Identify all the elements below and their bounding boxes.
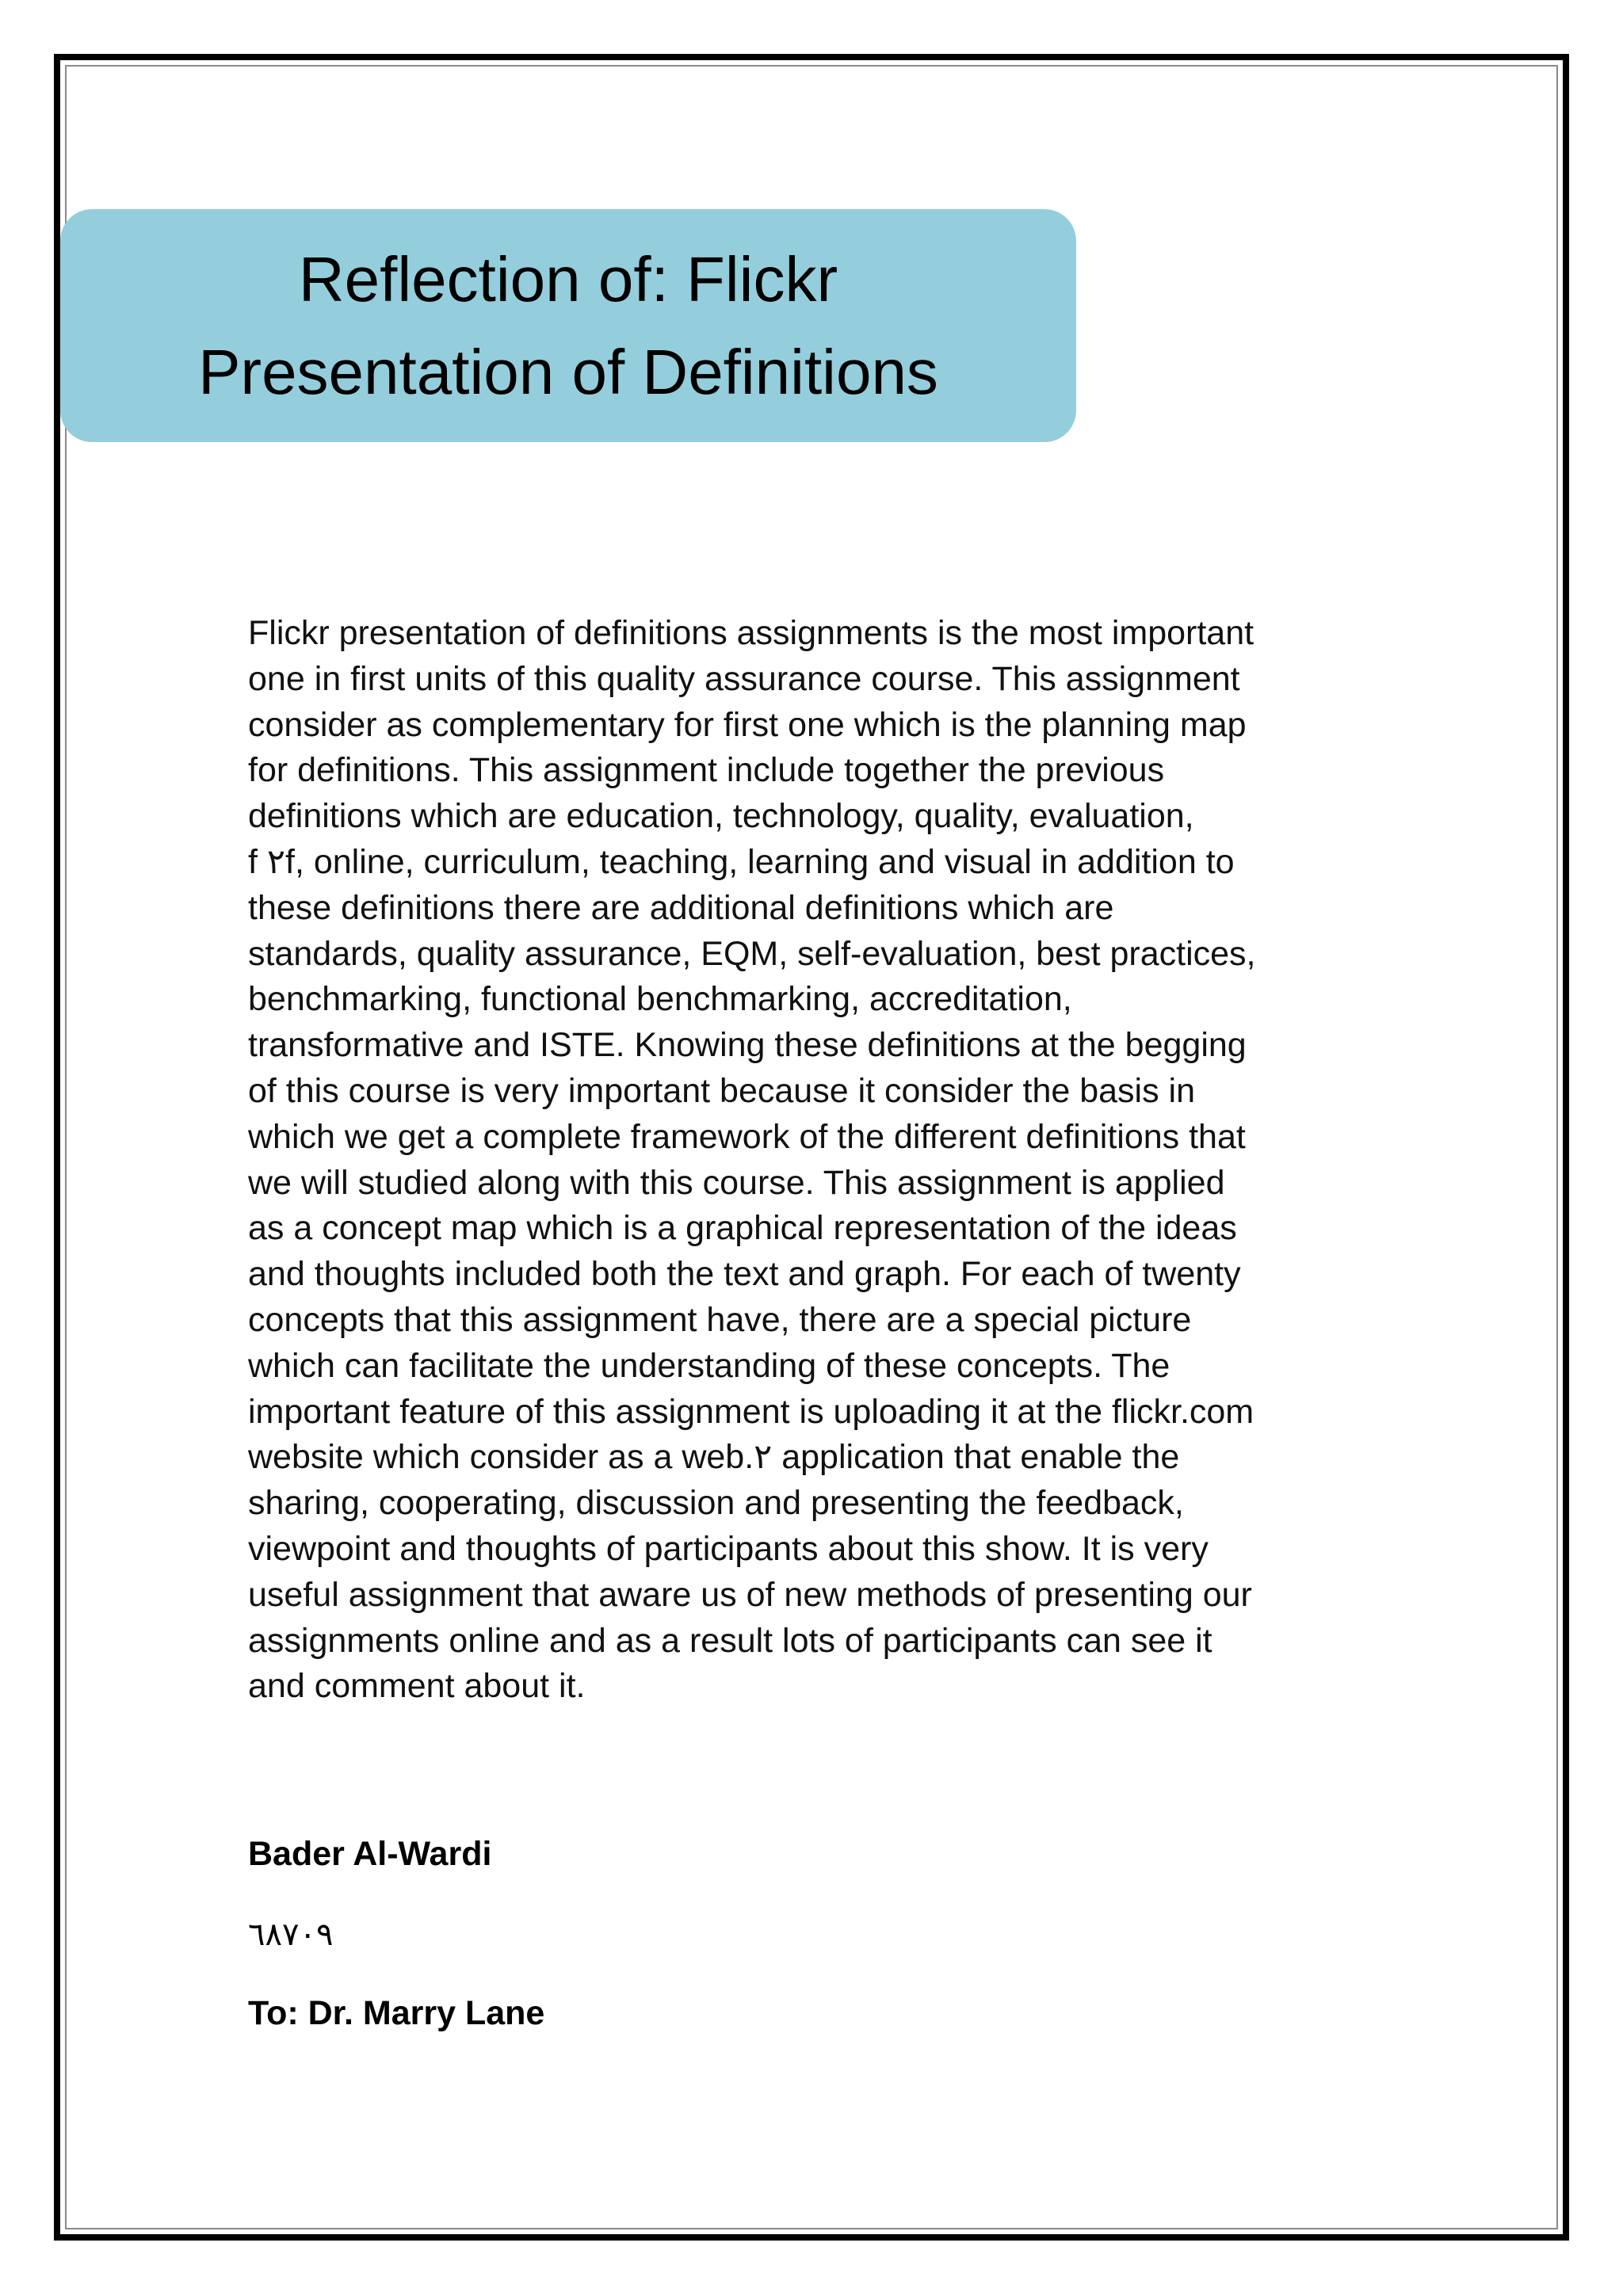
- paragraph-line: of this course is very important because it consider the basis in: [248, 1071, 1196, 1110]
- title-line-1: Reflection of: Flickr: [298, 244, 838, 315]
- paragraph-line: assignments online and as a result lots of participants can see it: [248, 1621, 1212, 1660]
- paragraph-line: transformative and ISTE. Knowing these definitions at the begging: [248, 1026, 1247, 1065]
- page-title: [60, 233, 1076, 418]
- title-banner: [60, 209, 1076, 442]
- paragraph-line: for definitions. This assignment include together the previous: [248, 751, 1165, 790]
- paragraph-line: consider as complementary for first one which is the planning map: [248, 705, 1247, 744]
- paragraph-line: concepts that this assignment have, there are a special picture: [248, 1300, 1192, 1339]
- paragraph-line: sharing, cooperating, discussion and presenting the feedback,: [248, 1484, 1184, 1523]
- paragraph-line: and thoughts included both the text and graph. For each of twenty: [248, 1255, 1241, 1294]
- reflection-paragraph: [248, 611, 1421, 1710]
- paragraph-line: important feature of this assignment is uploading it at the flickr.com: [248, 1392, 1254, 1431]
- paragraph-line: and comment about it.: [248, 1667, 586, 1706]
- paragraph-line: these definitions there are additional definitions which are: [248, 888, 1114, 927]
- paragraph-line: website which consider as a web.٢ application that enable the: [248, 1438, 1180, 1477]
- paragraph-line: we will studied along with this course. This assignment is applied: [248, 1163, 1225, 1202]
- paragraph-line: as a concept map which is a graphical representation of the ideas: [248, 1209, 1237, 1248]
- paragraph-line: viewpoint and thoughts of participants about this show. It is very: [248, 1529, 1209, 1568]
- paragraph-line: benchmarking, functional benchmarking, accreditation,: [248, 980, 1072, 1019]
- paragraph-line: which can facilitate the understanding of these concepts. The: [248, 1346, 1170, 1385]
- paragraph-line: definitions which are education, technology, quality, evaluation,: [248, 797, 1194, 836]
- paragraph-line: which we get a complete framework of the different definitions that: [248, 1117, 1246, 1156]
- paragraph-line: Flickr presentation of definitions assignments is the most important: [248, 614, 1254, 652]
- paragraph-line: f ٢f, online, curriculum, teaching, learning and visual in addition to: [248, 842, 1235, 881]
- paragraph-line: useful assignment that aware us of new methods of presenting our: [248, 1575, 1252, 1614]
- author-name: Bader Al-Wardi: [248, 1835, 492, 1873]
- paragraph-line: one in first units of this quality assurance course. This assignment: [248, 659, 1240, 698]
- paragraph-line: standards, quality assurance, EQM, self-evaluation, best practices,: [248, 934, 1256, 973]
- recipient-line: To: Dr. Marry Lane: [248, 1994, 545, 2032]
- student-id: ٦٨٧٠٩: [248, 1917, 334, 1953]
- title-line-2: Presentation of Definitions: [198, 337, 938, 407]
